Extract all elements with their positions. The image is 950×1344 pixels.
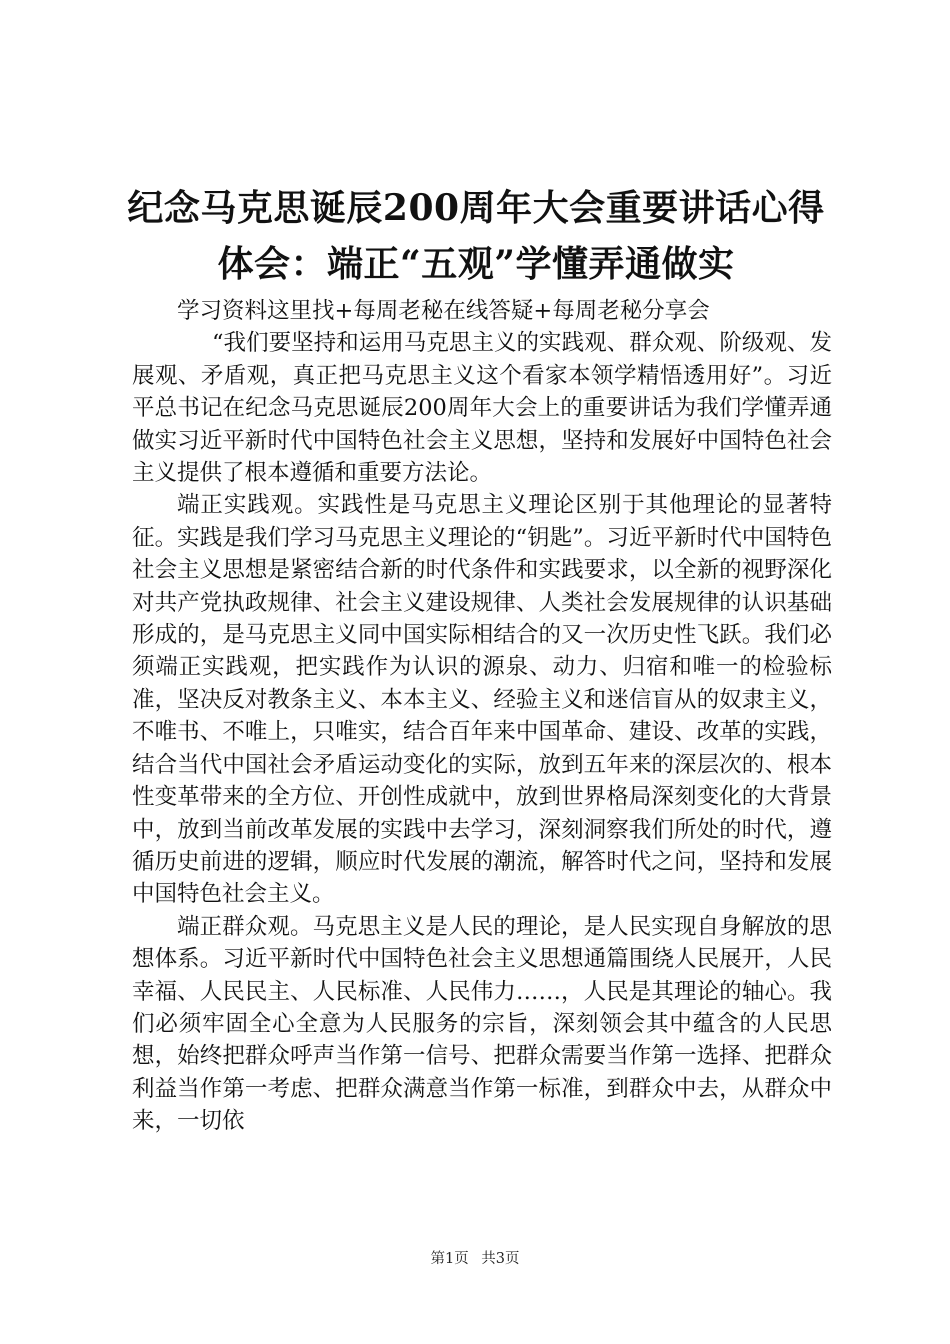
- document-body: [132, 295, 832, 1138]
- subheading-line: 学习资料这里找+每周老秘在线答疑+每周老秘分享会: [177, 298, 710, 324]
- paragraph-mass-view: 端正群众观。马克思主义是人民的理论，是人民实现自身解放的思想体系。习近平新时代中国特色社会主义思想通篇围绕人民展开，人民幸福、人民民主、人民标准、人民伟力……，人民是其理论的轴心。我们必须牢固全心全意为人民服务的宗旨，深刻领会其中蕴含的人民思想，始终把群众呼声当作第一信号、把群众需要当作第一选择、把群众利益当作第一考虑、把群众满意当作第一标准，到群众中去，从群众中来，一切依: [132, 913, 832, 1135]
- page-number-footer: 第1页 共3页: [430, 1251, 520, 1267]
- paragraph-practice-view: 端正实践观。实践性是马克思主义理论区别于其他理论的显著特征。实践是我们学习马克思主义理论的“钥匙”。习近平新时代中国特色社会主义思想是紧密结合新的时代条件和实践要求，以全新的视野深化对共产党执政规律、社会主义建设规律、人类社会发展规律的认识基础形成的，是马克思主义同中国实际相结合的又一次历史性飞跃。我们必须端正实践观，把实践作为认识的源泉、动力、归宿和唯一的检验标准，坚决反对教条主义、本本主义、经验主义和迷信盲从的奴隶主义，不唯书、不唯上，只唯实，结合百年来中国革命、建设、改革的实践，结合当代中国社会矛盾运动变化的实际，放到五年来的深层次的、根本性变革带来的全方位、开创性成就中，放到世界格局深刻变化的大背景中，放到当前改革发展的实践中去学习，深刻洞察我们所处的时代，遵循历史前进的逻辑，顺应时代发展的潮流，解答时代之问，坚持和发展中国特色社会主义。: [132, 492, 832, 908]
- document-title: 纪念马克思诞辰200周年大会重要讲话心得体会：端正“五观”学懂弄通做实: [127, 187, 825, 285]
- paragraph-intro: “我们要坚持和运用马克思主义的实践观、群众观、阶级观、发展观、矛盾观，真正把马克思主义这个看家本领学精悟透用好”。习近平总书记在纪念马克思诞辰200周年大会上的重要讲话为我们学懂弄通做实习近平新时代中国特色社会主义思想，坚持和发展好中国特色社会主义提供了根本遵循和重要方法论。: [132, 330, 832, 487]
